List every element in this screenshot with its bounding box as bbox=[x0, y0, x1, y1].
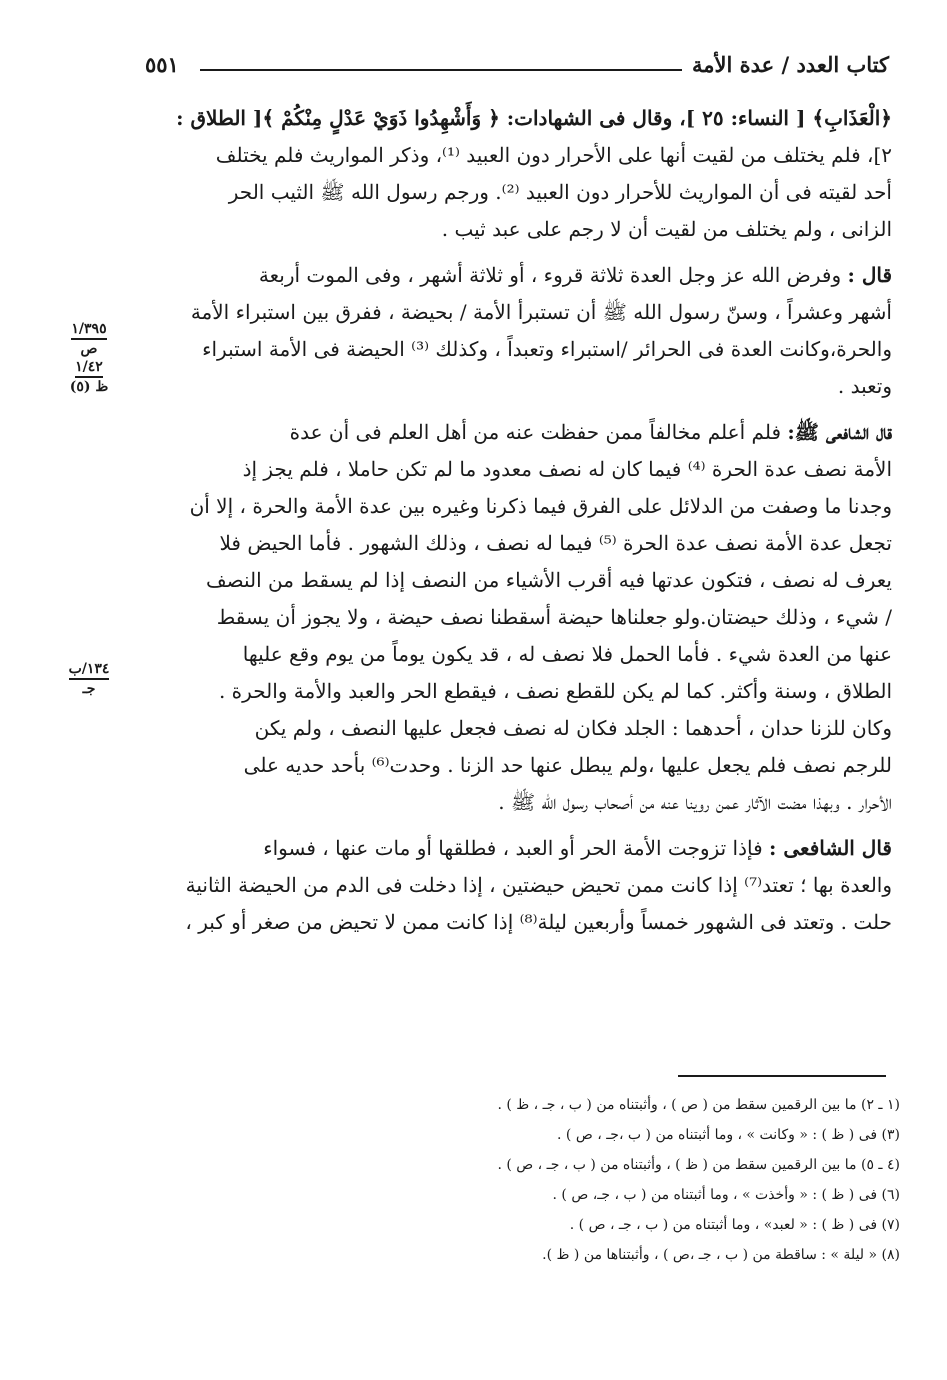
paragraph-lead: قال : bbox=[847, 263, 892, 287]
margin-note-folio: ١/٣٩٥ bbox=[71, 321, 106, 340]
text-line: فإذا تزوجت الأمة الحر أو العبد ، فطلقها أو مات عنها ، فسواء bbox=[263, 836, 770, 860]
margin-note-manuscript-ref bbox=[58, 660, 120, 698]
margin-note-siglum: جـ bbox=[82, 681, 96, 697]
paragraph bbox=[142, 100, 892, 248]
paragraph-lead: قال الشافعى : bbox=[769, 836, 892, 860]
text-line: وفرض الله عز وجل العدة ثلاثة قروء ، أو ثلاثة أشهر ، وفى الموت أربعة bbox=[258, 263, 848, 287]
text-line: الطلاق ، وسنة وأكثر. كما لم يكن للقطع نصف ، فيقطع الحر والعبد والأمة والحرة . bbox=[218, 679, 892, 703]
text-line: يعرف له نصف ، فتكون عدتها فيه أقرب الأشياء من النصف إذا لم يسقط من النصف bbox=[205, 568, 892, 592]
footnote: (١ ـ ٢) ما بين الرقمين سقط من ( ص ) ، وأثبتناه من ( ب ، جـ ، ظ ) . bbox=[497, 1097, 900, 1113]
margin-note-folio: ١/٤٢ bbox=[75, 359, 103, 378]
text-line: وكان للزنا حدان ، أحدهما : الجلد فكان له نصف فجعل عليها النصف ، ولم يكن bbox=[254, 716, 892, 740]
text-line: للرجم نصف فلم يجعل عليها ،ولم يبطل عنها حد الزنا . وحدت⁽⁶⁾ بأحد حديه على bbox=[243, 753, 892, 777]
main-text bbox=[142, 100, 892, 941]
text-line: فلم أعلم مخالفاً ممن حفظت عنه من أهل العلم فى أن عدة bbox=[289, 420, 788, 444]
paragraph bbox=[142, 414, 892, 821]
footnotes bbox=[300, 1090, 900, 1270]
running-title: كتاب العدد / عدة الأمة bbox=[691, 52, 889, 77]
footnote: (٤ ـ ٥) ما بين الرقمين سقط من ( ظ ) ، وأثبتناه من ( ب ، جـ ، ص ) . bbox=[497, 1157, 900, 1173]
text-line: تجعل عدة الأمة نصف عدة الحرة ⁽⁵⁾ فيما له نصف ، وذلك الشهور . فأما الحيض فلا bbox=[219, 531, 892, 555]
header-rule bbox=[200, 69, 682, 71]
text-line: الزانى ، ولم يختلف من لقيت أن لا رجم على عبد ثيب . bbox=[441, 217, 892, 241]
paragraph bbox=[142, 257, 892, 405]
footnote: (٣) فى ( ظ ) : « وكانت » ، وما أثبتناه من ( ب ،جـ ، ص ) . bbox=[557, 1127, 900, 1143]
footnote-rule bbox=[678, 1075, 886, 1077]
margin-note-manuscript-ref bbox=[58, 320, 120, 396]
paragraph-lead: قال الشافعى ﷺ: bbox=[787, 420, 892, 444]
text-line: / شيء ، وذلك حيضتان.ولو جعلناها حيضة أسقطنا نصف حيضة ، ولا يجوز أن يسقط bbox=[216, 605, 892, 629]
text-line: والحرة،وكانت العدة فى الحرائر /استبراء وتعبداً ، وكذلك ⁽³⁾ الحيضة فى الأمة استبراء bbox=[202, 337, 892, 361]
text-line: وجدنا ما وصفت من الدلائل على الفرق فيما ذكرنا وغيره بين عدة الأمة والحرة ، إلا أن bbox=[189, 494, 892, 518]
text-line: وتعبد . bbox=[837, 374, 892, 398]
margin-note-folio: ١٣٤/ب bbox=[69, 661, 110, 680]
footnote: (٨) « ليلة » : ساقطة من ( ب ، جـ ،ص ) ، وأثبتناها من ( ظ ). bbox=[542, 1247, 900, 1263]
footnote: (٦) فى ( ظ ) : « وأخذت » ، وما أثبتناه من ( ب ، جـ، ص ) . bbox=[552, 1187, 900, 1203]
text-line: ٢]، فلم يختلف من لقيت أنها على الأحرار دون العبيد ⁽¹⁾، وذكر المواريث فلم يختلف bbox=[215, 143, 892, 167]
page-number: ٥٥١ bbox=[145, 52, 179, 77]
text-line: حلت . وتعتد فى الشهور خمساً وأربعين ليلة⁽⁸⁾ إذا كانت ممن لا تحيض من صغر أو كبر ، bbox=[185, 910, 892, 934]
text-line: والعدة بها ؛ تعتد⁽⁷⁾ إذا كانت ممن تحيض حيضتين ، إذا دخلت فى الدم من الحيضة الثانية bbox=[185, 873, 892, 897]
text-line: أشهر وعشراً ، وسنّ رسول الله ﷺ أن تستبرأ الأمة / بحيضة ، ففرق بين استبراء الأمة bbox=[190, 300, 892, 324]
margin-note-siglum: ص bbox=[80, 341, 98, 357]
text-line: أحد لقيته فى أن المواريث للأحرار دون العبيد ⁽²⁾. ورجم رسول الله ﷺ الثيب الحر bbox=[228, 180, 892, 204]
text-line: الأحرار . وبهذا مضت الآثار عمن روينا عنه من أصحاب رسول الله ﷺ . bbox=[498, 790, 892, 814]
margin-note-siglum: ظ (٥) bbox=[69, 379, 109, 395]
footnote: (٧) فى ( ظ ) : « لعبد» ، وما أثبتناه من ( ب ، جـ ، ص ) . bbox=[569, 1217, 900, 1233]
text-line: الأمة نصف عدة الحرة ⁽⁴⁾ فيما كان له نصف معدود ما لم تكن حاملا ، فلم يجز إذ bbox=[242, 457, 892, 481]
text-line: عنها من العدة شيء . فأما الحمل فلا نصف له ، قد يكون يوماً من يوم وقع عليها bbox=[242, 642, 892, 666]
paragraph bbox=[142, 830, 892, 941]
text-line: ﴿الْعَذَابِ﴾ [ النساء: ٢٥ ]، وقال فى الشهادات: ﴿ وَأَشْهِدُوا ذَوَيْ عَدْلٍ مِنْكُمْ ﴾[ الطلاق : bbox=[176, 106, 892, 130]
